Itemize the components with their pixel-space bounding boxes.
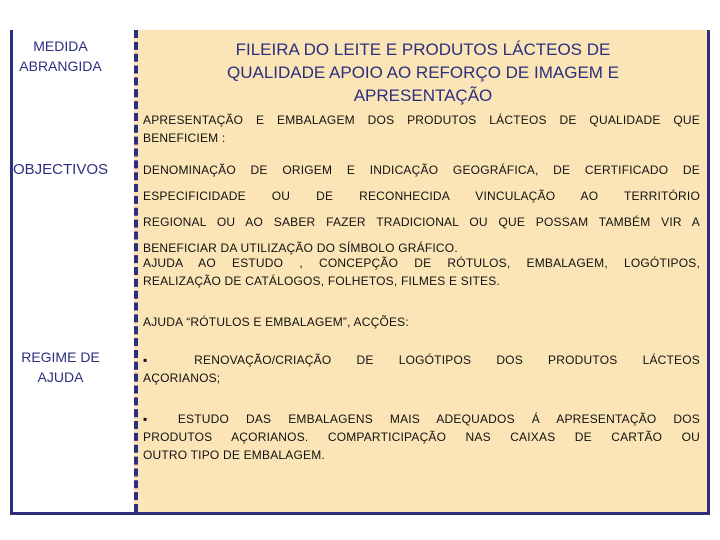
text-line: BENEFICIEM : xyxy=(143,131,226,145)
page-title xyxy=(140,38,706,107)
text-line: OUTRO TIPO DE EMBALAGEM. xyxy=(143,448,325,462)
column-divider xyxy=(134,30,138,512)
label-line: MEDIDA xyxy=(33,38,88,54)
label-medida-abrangida xyxy=(0,36,121,76)
text-line: APRESENTAÇÃO E EMBALAGEM DOS PRODUTOS LÁCTEOS DE QUALIDADE QUE xyxy=(143,113,700,127)
regime-paragraph-1 xyxy=(143,254,700,290)
text-line: ▪ ESTUDO DAS EMBALAGENS MAIS ADEQUADOS Á APRESENTAÇÃO DOS xyxy=(143,412,700,426)
label-line: REGIME DE xyxy=(21,349,100,365)
label-line: ABRANGIDA xyxy=(19,58,102,74)
text-line: ▪ RENOVAÇÃO/CRIAÇÃO DE LOGÓTIPOS DOS PRODUTOS LÁCTEOS xyxy=(143,353,700,367)
objectivos-paragraph-2 xyxy=(143,157,700,261)
left-column xyxy=(13,30,134,512)
regime-paragraph-2: AJUDA “RÓTULOS E EMBALAGEM”, ACÇÕES: xyxy=(143,315,409,329)
objectivos-paragraph-1 xyxy=(143,111,700,147)
label-regime-de-ajuda xyxy=(0,347,121,387)
label-line: AJUDA xyxy=(37,369,84,385)
text-line: BENEFICIAR DA UTILIZAÇÃO DO SÍMBOLO GRÁFICO. xyxy=(143,241,458,255)
text-line: REGIONAL OU AO SABER FAZER TRADICIONAL OU QUE POSSAM TAMBÉM VIR A xyxy=(143,215,700,229)
text-line: REALIZAÇÃO DE CATÁLOGOS, FOLHETOS, FILMES E SITES. xyxy=(143,274,500,288)
title-line: APRESENTAÇÃO xyxy=(353,86,493,105)
regime-paragraph-4 xyxy=(143,410,700,464)
label-objectivos: OBJECTIVOS xyxy=(12,161,109,178)
text-line: PRODUTOS AÇORIANOS. COMPARTICIPAÇÃO NAS CAIXAS DE CARTÃO OU xyxy=(143,430,700,444)
title-line: QUALIDADE APOIO AO REFORÇO DE IMAGEM E xyxy=(226,63,620,82)
text-line: AJUDA AO ESTUDO , CONCEPÇÃO DE RÓTULOS, EMBALAGEM, LOGÓTIPOS, xyxy=(143,256,700,270)
title-line: FILEIRA DO LEITE E PRODUTOS LÁCTEOS DE xyxy=(235,40,611,59)
regime-paragraph-3 xyxy=(143,351,700,387)
text-line: DENOMINAÇÃO DE ORIGEM E INDICAÇÃO GEOGRÁFICA, DE CERTIFICADO DE xyxy=(143,163,700,177)
text-line: AÇORIANOS; xyxy=(143,371,221,385)
text-line: ESPECIFICIDADE OU DE RECONHECIDA VINCULAÇÃO AO TERRITÓRIO xyxy=(143,189,700,203)
